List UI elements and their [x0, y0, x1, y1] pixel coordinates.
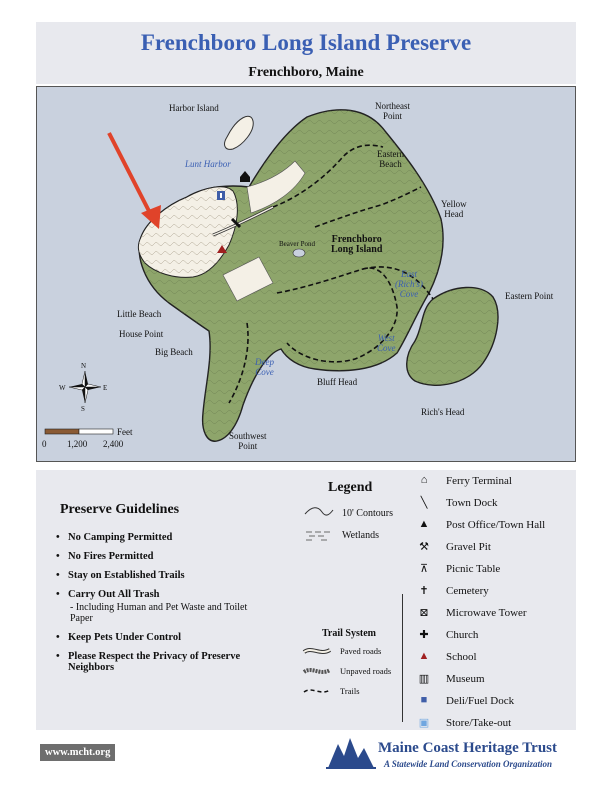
label-west-cove: West Cove	[377, 333, 396, 353]
legend-symbol-label: School	[446, 651, 477, 663]
org-tagline: A Statewide Land Conservation Organization	[384, 759, 553, 769]
guideline-item: • Carry Out All Trash - Including Human and Pet Waste and Toilet Paper	[56, 589, 266, 624]
legend-symbol-label: Town Dock	[446, 497, 498, 509]
label-southwest-point: Southwest Point	[229, 431, 267, 451]
legend-symbol-label: Deli/Fuel Dock	[446, 695, 515, 707]
header	[36, 22, 576, 84]
legend-symbol-label: Microwave Tower	[446, 607, 527, 619]
contours-swatch-icon	[304, 506, 334, 518]
legend-symbol-label: Church	[446, 629, 479, 641]
trail-swatch-icon	[304, 690, 330, 692]
legend-symbol-label: Store/Take-out	[446, 717, 512, 729]
guideline-subitem: - Including Human and Pet Waste and Toilet Paper	[70, 602, 248, 624]
legend-wetlands: Wetlands	[342, 530, 379, 541]
cemetery-icon: ✝	[419, 585, 429, 597]
legend-symbol-label: Ferry Terminal	[446, 475, 512, 487]
unpaved-road-swatch-icon	[304, 670, 330, 672]
guidelines-title: Preserve Guidelines	[60, 502, 180, 517]
trail-paved: Paved roads	[340, 646, 382, 656]
store-takeout-icon: ▣	[418, 717, 430, 729]
ferry-terminal-marker	[240, 171, 250, 182]
info-panel	[36, 470, 576, 730]
label-eastern-point: Eastern Point	[505, 291, 554, 301]
label-bluff-head: Bluff Head	[317, 377, 358, 387]
label-deep-cove: Deep Cove	[255, 357, 274, 377]
scale-tick-0: 0	[42, 439, 47, 449]
trail-trails: Trails	[340, 686, 360, 696]
label-house-point: House Point	[119, 329, 164, 339]
legend-symbol-label: Museum	[446, 673, 485, 685]
beaver-pond	[293, 249, 305, 257]
preserve-map	[36, 86, 576, 462]
legend-contours: 10' Contours	[342, 508, 393, 519]
scale-bar-right	[79, 429, 113, 434]
mcht-logo-icon	[326, 734, 376, 770]
church-icon: ✚	[419, 629, 429, 641]
trail-system-swatches	[302, 644, 332, 704]
legend-title: Legend	[328, 480, 373, 495]
label-big-beach: Big Beach	[155, 347, 193, 357]
label-richs-head: Rich's Head	[421, 407, 465, 417]
compass-w: W	[59, 384, 66, 392]
compass-s: S	[81, 405, 85, 413]
trail-unpaved: Unpaved roads	[340, 666, 392, 676]
guideline-item: • Keep Pets Under Control	[56, 632, 266, 643]
compass-n: N	[81, 362, 87, 370]
legend-symbol-label: Picnic Table	[446, 563, 501, 575]
label-harbor-island: Harbor Island	[169, 103, 219, 113]
gravel-pit-icon: ⚒	[419, 541, 429, 553]
label-lunt-harbor: Lunt Harbor	[185, 159, 231, 169]
guideline-item: • No Fires Permitted	[56, 551, 266, 562]
scale-tick-1: 1,200	[67, 439, 88, 449]
page-title: Frenchboro Long Island Preserve	[140, 30, 472, 55]
microwave-tower-icon: ⊠	[419, 607, 429, 619]
deli-fuel-dock-icon: ■	[420, 694, 428, 706]
guideline-item: • No Camping Permitted	[56, 532, 266, 543]
map-graphic	[37, 87, 576, 462]
harbor-island	[225, 116, 254, 149]
museum-icon: ▥	[418, 673, 430, 685]
label-little-beach: Little Beach	[117, 309, 162, 319]
guideline-item: • Please Respect the Privacy of Preserve Neighbors	[56, 651, 266, 673]
town-dock-icon: ╲	[420, 497, 428, 509]
legend-symbol-label: Gravel Pit	[446, 541, 491, 553]
label-east-richs-cove: East (Rich's) Cove	[395, 269, 423, 299]
legend-divider	[402, 594, 403, 722]
pointer-arrow-shaft	[109, 133, 151, 215]
picnic-table-icon: ⊼	[419, 563, 429, 575]
page-subtitle: Frenchboro, Maine	[248, 65, 364, 80]
ferry-terminal-icon: ⌂	[420, 474, 428, 486]
label-eastern-beach: Eastern Beach	[377, 149, 404, 169]
scale-unit: Feet	[117, 427, 133, 437]
trail-system-title: Trail System	[322, 628, 376, 639]
wetlands-swatch-icon	[304, 528, 334, 542]
guideline-item: • Stay on Established Trails	[56, 570, 266, 581]
post-office-icon: ▲	[418, 518, 430, 530]
legend-symbol-label: Post Office/Town Hall	[446, 519, 546, 531]
guidelines-list	[56, 532, 266, 681]
website-link[interactable]: www.mcht.org	[40, 744, 115, 761]
scale-tick-2: 2,400	[103, 439, 124, 449]
label-beaver-pond: Beaver Pond	[279, 240, 315, 248]
label-northeast-point: Northeast Point	[375, 101, 410, 121]
label-island-name: Frenchboro Long Island	[331, 234, 383, 255]
scale-bar-left	[45, 429, 79, 434]
compass-e: E	[103, 384, 108, 392]
school-icon: ▲	[418, 650, 430, 662]
legend-symbol-label: Cemetery	[446, 585, 489, 597]
org-name: Maine Coast Heritage Trust	[378, 740, 557, 756]
compass-rose-graphic	[69, 371, 101, 403]
label-yellow-head: Yellow Head	[441, 199, 467, 219]
